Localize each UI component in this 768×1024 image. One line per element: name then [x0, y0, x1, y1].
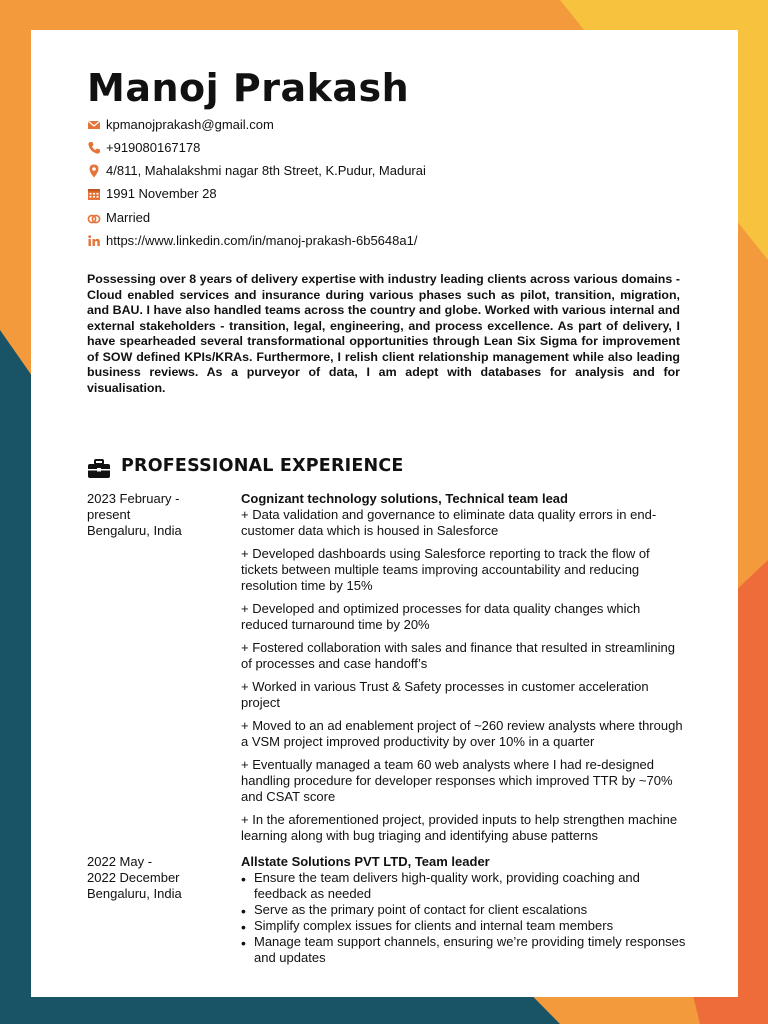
rings-icon: [87, 211, 101, 225]
profile-summary: Possessing over 8 years of delivery expertise with industry leading clients across various domains - Cloud enabled services and insurance during various phases such as pilot, transition, migration, and BAU. I have also handled teams across the country and globe. Worked with various internal and external stakeholders - transition, legal, engineering, and process excellence. As part of delivery, I have spearheaded several transformational opportunities through Lean Six Sigma for improvement of SOW defined KPIs/KRAs. Furthermore, I relish client relationship management while also leading business reviews. As a purveyor of data, I am adept with databases for analysis and for visualisation.: [87, 272, 680, 395]
responsibility-item: • Ensure the team delivers high-quality work, providing coaching and feedback as needed: [241, 870, 687, 902]
calendar-icon: [87, 187, 101, 201]
marital-status-text: Married: [106, 210, 151, 225]
email-text: kpmanojprakash@gmail.com: [106, 117, 274, 132]
phone-text: +919080167178: [106, 140, 201, 155]
achievement-item: + Developed and optimized processes for data quality changes which reduced turnaround time by 20%: [241, 601, 641, 632]
job-role: Allstate Solutions PVT LTD, Team leader: [241, 854, 490, 869]
job-role: Cognizant technology solutions, Technical team lead: [241, 491, 568, 506]
achievement-item: + Moved to an ad enablement project of ~260 review analysts where through a VSM project improved productivity by over 10% in a quarter: [241, 718, 683, 749]
briefcase-icon: [87, 459, 111, 479]
contact-phone: [87, 140, 687, 156]
phone-icon: [87, 141, 101, 155]
resume-page: [31, 30, 738, 997]
birthdate-text: 1991 November 28: [106, 186, 217, 201]
achievement-item: + In the aforementioned project, provided inputs to help strengthen machine learning along with bug triaging and identifying abuse patterns: [241, 812, 678, 843]
location-icon: [87, 164, 101, 178]
responsibility-item: • Serve as the primary point of contact for client escalations: [241, 902, 687, 918]
responsibility-item: • Manage team support channels, ensuring we’re providing timely responses and updates: [241, 934, 687, 966]
contact-email: [87, 117, 687, 133]
job-details: [241, 854, 687, 966]
job-location: Bengaluru, India: [87, 886, 182, 901]
job-period-start: 2022 May -: [87, 854, 153, 869]
achievement-item: + Developed dashboards using Salesforce reporting to track the flow of tickets between multiple teams improving accountability and reducing resolution time by 15%: [241, 546, 650, 593]
linkedin-link[interactable]: https://www.linkedin.com/in/manoj-prakash-6b5648a1/: [106, 233, 418, 248]
job-meta: [87, 491, 227, 539]
email-icon: [87, 118, 101, 132]
linkedin-icon: [87, 234, 101, 248]
job-achievements: [241, 507, 687, 844]
experience-title: PROFESSIONAL EXPERIENCE: [121, 456, 404, 476]
achievement-item: + Fostered collaboration with sales and finance that resulted in streamlining of processes and case handoff’s: [241, 640, 675, 671]
responsibility-item: • Simplify complex issues for clients and internal team members: [241, 918, 687, 934]
job-period-end: 2022 December: [87, 870, 180, 885]
job-location: Bengaluru, India: [87, 523, 182, 538]
achievement-item: + Worked in various Trust & Safety processes in customer acceleration project: [241, 679, 649, 710]
contact-marital-status: [87, 210, 687, 226]
job-details: [241, 491, 687, 851]
address-text: 4/811, Mahalakshmi nagar 8th Street, K.Pudur, Madurai: [106, 163, 426, 178]
responsibility-list: [241, 870, 687, 966]
contact-address: [87, 163, 687, 179]
job-period-start: 2023 February -: [87, 491, 180, 506]
contact-birthdate: [87, 186, 687, 202]
contact-linkedin[interactable]: [87, 233, 687, 249]
job-period-end: present: [87, 507, 131, 522]
achievement-item: + Eventually managed a team 60 web analysts where I had re-designed handling procedure for developer responses which improved TTR by ~70% and CSAT score: [241, 757, 673, 804]
achievement-item: + Data validation and governance to eliminate data quality errors in end-customer data which is housed in Salesforce: [241, 507, 657, 538]
job-meta: [87, 854, 227, 902]
candidate-name: Manoj Prakash: [87, 66, 410, 110]
